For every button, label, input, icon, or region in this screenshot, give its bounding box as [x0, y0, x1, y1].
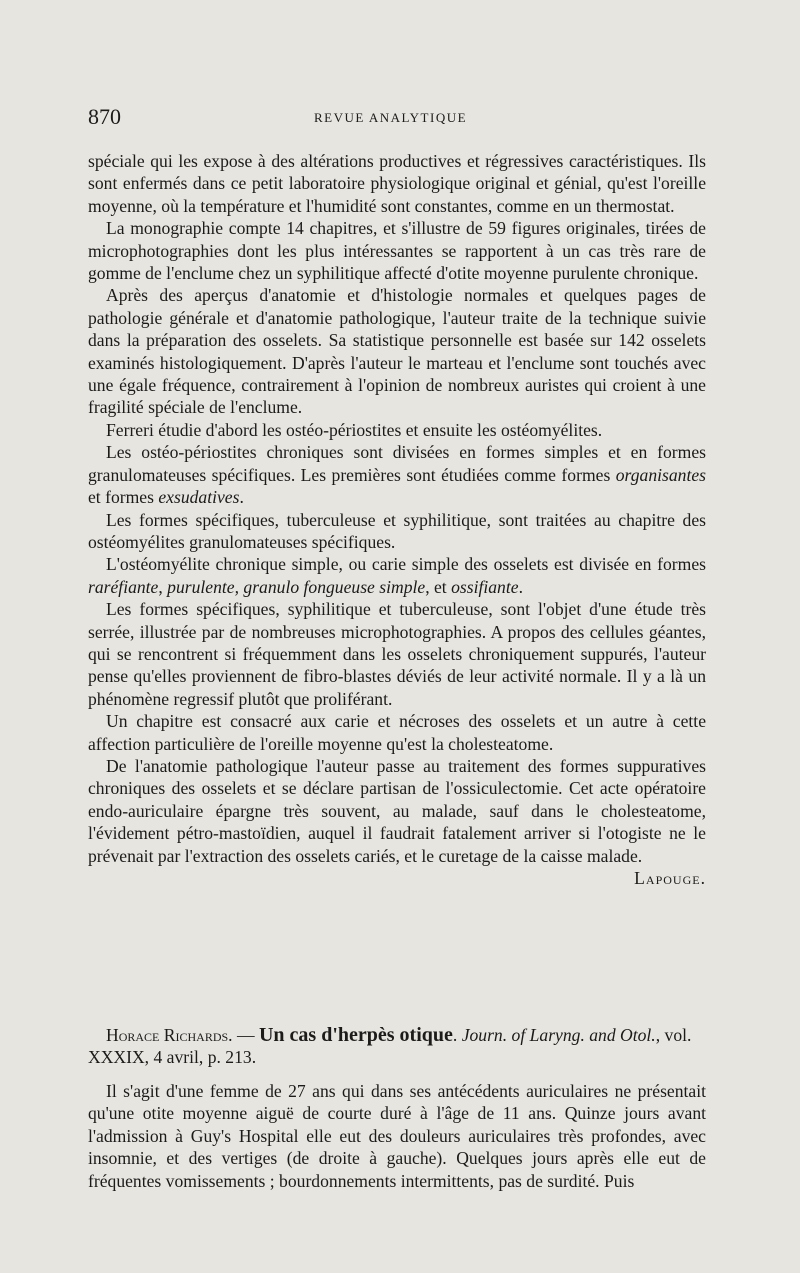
- paragraph: Les ostéo-périostites chroniques sont divisées en formes simples et en formes granulomateuses spécifiques. Les premières sont étudiées comme formes organisantes et formes exsudatives.: [88, 442, 706, 508]
- paragraph: L'ostéomyélite chronique simple, ou carie simple des osselets est divisée en formes raréfiante, purulente, granulo fongueuse simple, et ossifiante.: [88, 554, 706, 597]
- page-header: [88, 104, 708, 134]
- review-author: Horace Richards.: [106, 1025, 233, 1045]
- review-dash: —: [232, 1025, 259, 1045]
- review-heading: Horace Richards. — Un cas d'herpès otique. Journ. of Laryng. and Otol., vol. XXXIX, 4 avril, p. 213.: [88, 1024, 692, 1068]
- paragraph: Les formes spécifiques, syphilitique et tuberculeuse, sont l'objet d'une étude très serrée, illustrée par de nombreuses microphotographies. A propos des cellules géantes, qui se rencontrent si fréquemment dans les osselets chroniquement suppurés, l'auteur pense qu'elles proviennent de fibro-blastes déviés de leur activité normale. Il y a là un phénomène regressif plutôt que proliférant.: [88, 599, 706, 709]
- review-body: [88, 1080, 706, 1192]
- running-title: REVUE ANALYTIQUE: [314, 110, 468, 125]
- review-journal: Journ. of Laryng. and Otol.: [461, 1025, 656, 1045]
- paragraph: Les formes spécifiques, tuberculeuse et syphilitique, sont traitées au chapitre des ostéomyélites granulomateuses spécifiques.: [88, 509, 706, 552]
- article-body: [88, 150, 706, 889]
- review-title: Un cas d'herpès otique: [258, 1024, 453, 1046]
- paragraph: Après des aperçus d'anatomie et d'histologie normales et quelques pages de pathologie générale et d'anatomie pathologique, l'auteur traite de la technique suivie dans la préparation des osselets. Sa statistique personnelle est basée sur 142 osselets examinés histologiquement. D'après l'auteur le marteau et l'enclume sont touchés avec une égale fréquence, contrairement à l'opinion de nombreux auristes qui croient à une fragilité spéciale de l'enclume.: [88, 285, 706, 418]
- paragraph: Il s'agit d'une femme de 27 ans qui dans ses antécédents auriculaires ne présentait qu'une otite moyenne aiguë de courte duré à l'âge de 11 ans. Quinze jours avant l'admission à Guy's Hospital elle eut des douleurs auriculaires très profondes, avec insomnie, et des vertiges (de droite à gauche). Quelques jours après elle eut de fréquentes vomissements ; bourdonnements intermittents, pas de surdité. Puis: [88, 1081, 706, 1191]
- paragraph: De l'anatomie pathologique l'auteur passe au traitement des formes suppuratives chroniques des osselets et se déclare partisan de l'ossiculectomie. Cet acte opératoire endo-auriculaire épargne très souvent, au malade, sauf dans le cholesteatome, l'évidement pétro-mastoïdien, auquel il faudrait fatalement arriver si l'otogiste ne le prévenait par l'extraction des osselets cariés, et le curetage de la caisse malade.: [88, 755, 706, 866]
- signature: Lapouge.: [634, 868, 706, 888]
- paragraph: Un chapitre est consacré aux carie et nécroses des osselets et un autre à cette affection particulière de l'oreille moyenne qu'est la cholesteatome.: [88, 711, 706, 754]
- page-number: 870: [88, 104, 121, 129]
- paragraph: Ferreri étudie d'abord les ostéo-périostites et ensuite les ostéomyélites.: [106, 419, 603, 440]
- paragraph: La monographie compte 14 chapitres, et s'illustre de 59 figures originales, tirées de microphotographies dont les plus intéressantes se rapportent à un cas très rare de gomme de l'enclume chez un syphilitique affecté d'otite moyenne purulente chronique.: [88, 218, 706, 284]
- review-citation: , vol. XXXIX, 4 avril, p. 213.: [88, 1025, 692, 1068]
- paragraph: spéciale qui les expose à des altérations productives et régressives caractéristiques. Ils sont enfermés dans ce petit laboratoire physiologique original et génial, qu'est l'oreille moyenne, où la température et l'humidité sont constantes, comme en un thermostat.: [88, 151, 706, 216]
